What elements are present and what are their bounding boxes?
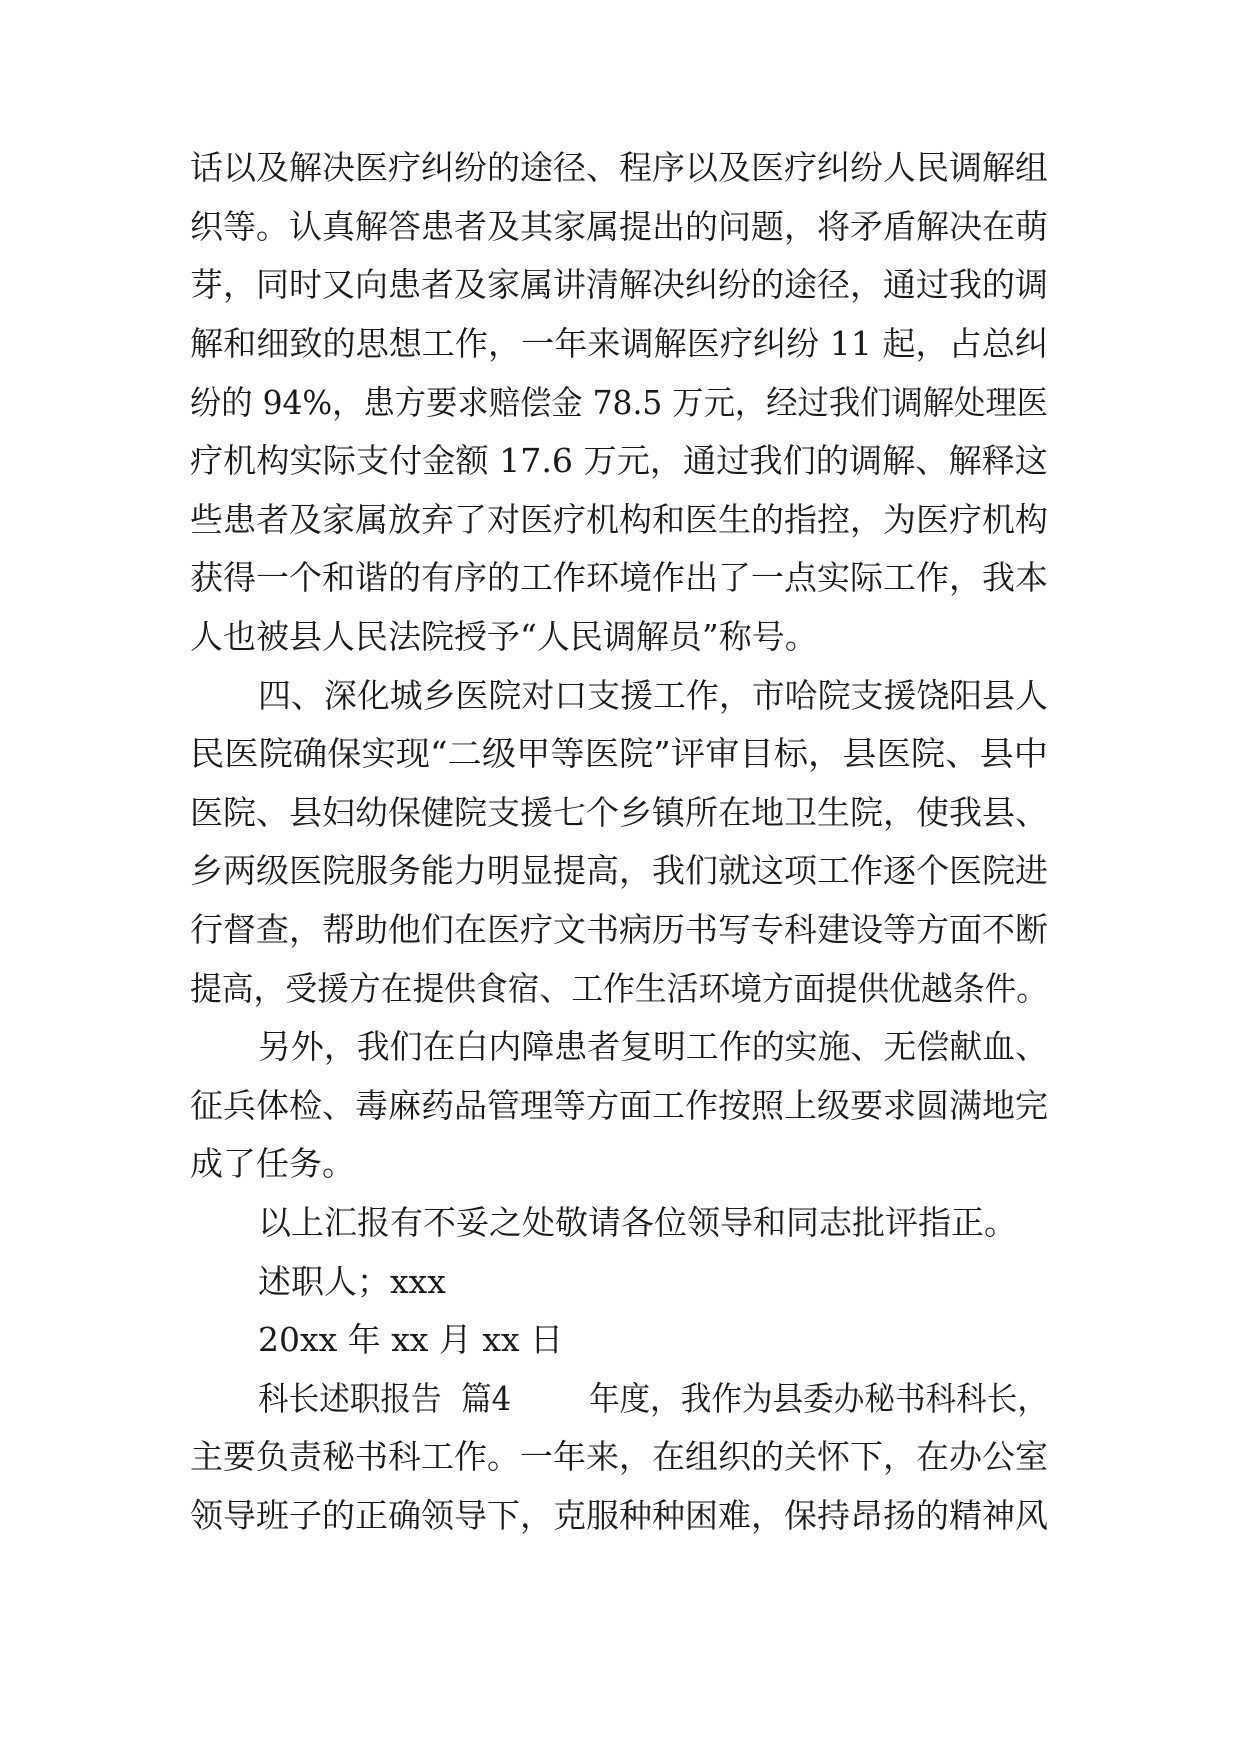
text-line: 成了任务。 bbox=[190, 1144, 355, 1183]
text-line: 纷的 94%，患方要求赔偿金 78.5 万元，经过我们调解处理医 bbox=[190, 383, 1048, 422]
section-heading-line: 科长述职报告 篇4 年度，我作为县委办秘书科科长， bbox=[258, 1379, 1048, 1418]
text-line: 解和细致的思想工作，一年来调解医疗纠纷 11 起，占总纠 bbox=[190, 324, 1048, 363]
text-line: 乡两级医院服务能力明显提高，我们就这项工作逐个医院进 bbox=[190, 851, 1048, 890]
text-line: 医院、县妇幼保健院支援七个乡镇所在地卫生院，使我县、 bbox=[190, 793, 1048, 832]
text-line: 领导班子的正确领导下，克服种种困难，保持昂扬的精神风 bbox=[190, 1496, 1048, 1535]
paragraph-start-line: 另外，我们在白内障患者复明工作的实施、无偿献血、 bbox=[258, 1027, 1049, 1066]
text-line: 获得一个和谐的有序的工作环境作出了一点实际工作，我本 bbox=[190, 558, 1048, 597]
report-date: 20xx 年 xx 月 xx 日 bbox=[258, 1320, 564, 1359]
closing-remark: 以上汇报有不妥之处敬请各位领导和同志批评指正。 bbox=[258, 1203, 1017, 1242]
text-line: 话以及解决医疗纠纷的途径、程序以及医疗纠纷人民调解组 bbox=[190, 148, 1048, 187]
text-line: 些患者及家属放弃了对医疗机构和医生的指控，为医疗机构 bbox=[190, 500, 1048, 539]
text-line: 人也被县人民法院授予“人民调解员”称号。 bbox=[190, 617, 818, 656]
text-line: 疗机构实际支付金额 17.6 万元，通过我们的调解、解释这 bbox=[190, 441, 1048, 480]
paragraph-start-line: 四、深化城乡医院对口支援工作，市哈院支援饶阳县人 bbox=[258, 676, 1049, 715]
text-line: 芽，同时又向患者及家属讲清解决纠纷的途径，通过我的调 bbox=[190, 265, 1048, 304]
text-line: 民医院确保实现“二级甲等医院”评审目标，县医院、县中 bbox=[190, 734, 1049, 773]
reporter-signature: 述职人；xxx bbox=[258, 1262, 446, 1301]
text-line: 行督查，帮助他们在医疗文书病历书写专科建设等方面不断 bbox=[190, 910, 1048, 949]
text-line: 织等。认真解答患者及其家属提出的问题，将矛盾解决在萌 bbox=[190, 207, 1048, 246]
text-line: 征兵体检、毒麻药品管理等方面工作按照上级要求圆满地完 bbox=[190, 1086, 1048, 1125]
text-line: 主要负责秘书科工作。一年来，在组织的关怀下，在办公室 bbox=[190, 1437, 1048, 1476]
text-line: 提高，受援方在提供食宿、工作生活环境方面提供优越条件。 bbox=[190, 969, 1049, 1008]
